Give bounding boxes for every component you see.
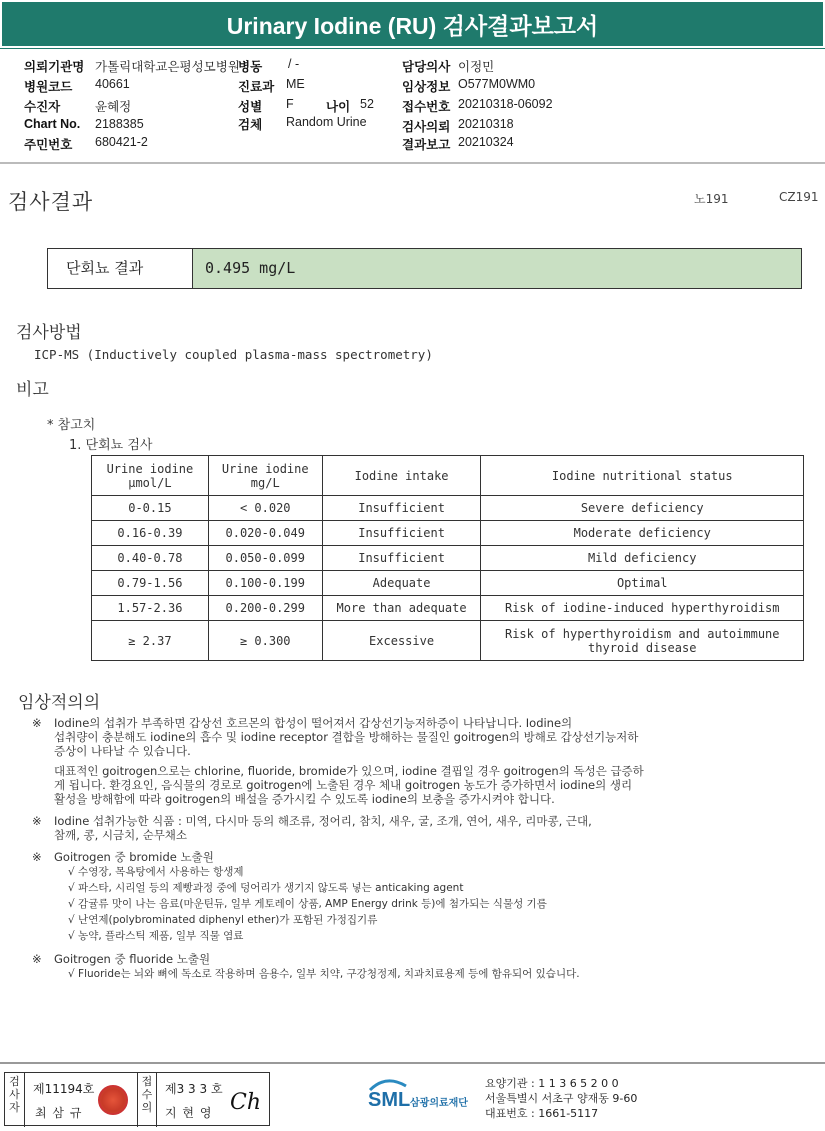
report-title: Urinary Iodine (RU) 검사결과보고서	[0, 0, 825, 48]
reference-title: * 참고치	[47, 418, 96, 433]
reference-subtitle: 1. 단회뇨 검사	[69, 438, 153, 453]
note-mark-icon: ※	[32, 814, 42, 828]
examiner-column-label	[5, 1073, 25, 1127]
cell: Severe deficiency	[481, 496, 804, 521]
list-item-text: 파스타, 시리얼 등의 제빵과정 중에 덩어리가 생기지 않도록 넣는 anticaking agent	[78, 882, 464, 894]
info-value-accession-no: 20210318-06092	[458, 97, 553, 111]
remarks-title: 비고	[16, 380, 49, 400]
table-row	[92, 521, 804, 546]
check-icon: √	[68, 930, 75, 942]
result-code-2: CZ191	[779, 190, 819, 204]
header-umol: Urine iodine μmol/L	[92, 456, 209, 496]
info-label-chart-no: Chart No.	[24, 117, 81, 131]
note-mark-icon: ※	[32, 952, 42, 966]
list-item-text: 감귤류 맛이 나는 음료(마운틴듀, 일부 게토레이 상품, AMP Energy drink 등)에 첨가되는 식물성 기름	[78, 898, 547, 910]
info-value-report-date: 20210324	[458, 135, 514, 149]
examiner-name: 최 삼 규	[35, 1106, 83, 1120]
fluoride-block	[32, 952, 812, 982]
info-value-hospital-code: 40661	[95, 77, 130, 91]
info-value-specimen: Random Urine	[286, 115, 367, 129]
examiner-label: 검 사 자	[9, 1075, 20, 1114]
result-code-1: 노191	[694, 192, 729, 206]
cell: ≥ 2.37	[92, 621, 209, 661]
sml-logo	[368, 1076, 478, 1120]
info-value-department: ME	[286, 77, 305, 91]
table-row	[92, 546, 804, 571]
list-item	[68, 864, 812, 880]
note-mark-icon: ※	[32, 716, 42, 730]
info-value-doctor: 이정민	[458, 60, 495, 74]
note-mark-icon: ※	[32, 850, 42, 864]
result-label: 단회뇨 결과	[48, 249, 193, 288]
cell: Insufficient	[322, 521, 481, 546]
info-value-ward: / -	[288, 57, 300, 71]
clinical-title: 임상적의의	[18, 693, 101, 713]
info-label-resident-no: 주민번호	[24, 138, 73, 152]
receiver-label: 접 수 의	[141, 1075, 153, 1114]
table-row	[92, 571, 804, 596]
check-icon: √	[68, 898, 75, 910]
list-item	[68, 928, 812, 944]
info-label-doctor: 담당의사	[402, 60, 451, 74]
info-value-clinical-info: O577M0WM0	[458, 77, 536, 91]
cell: More than adequate	[322, 596, 481, 621]
cell: 0.79-1.56	[92, 571, 209, 596]
cell: 0.100-0.199	[208, 571, 322, 596]
cell: Optimal	[481, 571, 804, 596]
check-icon: √	[68, 914, 75, 926]
cell: Insufficient	[322, 496, 481, 521]
cell: Risk of iodine-induced hyperthyroidism	[481, 596, 804, 621]
reference-table	[91, 455, 804, 661]
org-info	[485, 1076, 637, 1121]
cell: 0.050-0.099	[208, 546, 322, 571]
list-item-text: 농약, 플라스틱 제품, 일부 직물 염료	[78, 930, 244, 942]
cell: 0.40-0.78	[92, 546, 209, 571]
signature-text: Ch	[230, 1090, 262, 1115]
list-item-text: 난연제(polybrominated diphenyl ether)가 포함된 가정집기류	[78, 914, 378, 926]
cell: 0.200-0.299	[208, 596, 322, 621]
info-value-resident-no: 680421-2	[95, 135, 148, 149]
receiver-name: 지 현 영	[165, 1106, 213, 1120]
list-item-text: 수영장, 목욕탕에서 사용하는 항생제	[78, 866, 244, 878]
reference-table-header	[92, 456, 804, 496]
receiver-column-label	[137, 1073, 157, 1127]
signature-box	[4, 1072, 270, 1126]
info-value-age: 52	[360, 97, 374, 111]
info-value-request-date: 20210318	[458, 117, 514, 131]
sml-logo-icon	[368, 1076, 478, 1116]
cell: 1.57-2.36	[92, 596, 209, 621]
table-row	[92, 596, 804, 621]
cell: < 0.020	[208, 496, 322, 521]
info-label-hospital-code: 병원코드	[24, 80, 73, 94]
info-label-clinical-info: 임상정보	[402, 80, 451, 94]
clinical-paragraph-2	[32, 814, 812, 842]
list-item	[68, 880, 812, 896]
cell: Mild deficiency	[481, 546, 804, 571]
cell: 0-0.15	[92, 496, 209, 521]
org-line: 요양기관 : 1 1 3 6 5 2 0 0	[485, 1077, 619, 1090]
logo-text: SML	[368, 1089, 411, 1111]
info-value-chart-no: 2188385	[95, 117, 144, 131]
bromide-list	[54, 864, 812, 944]
bromide-title: Goitrogen 중 bromide 노출원	[54, 850, 214, 864]
header-mgl: Urine iodine mg/L	[208, 456, 322, 496]
info-value-patient: 윤혜정	[95, 100, 132, 114]
list-item	[68, 966, 812, 982]
seal-icon	[98, 1085, 128, 1115]
info-label-department: 진료과	[238, 80, 275, 94]
info-value-sex: F	[286, 97, 294, 111]
info-label-age: 나이	[326, 100, 351, 114]
table-row	[92, 621, 804, 661]
cell: 0.16-0.39	[92, 521, 209, 546]
cell: 0.020-0.049	[208, 521, 322, 546]
result-section-title: 검사결과	[8, 190, 94, 214]
cell: Risk of hyperthyroidism and autoimmune thyroid disease	[481, 621, 804, 661]
cell: Insufficient	[322, 546, 481, 571]
signature-icon	[227, 1083, 265, 1119]
info-value-institution: 가톨릭대학교은평성모병원	[95, 60, 240, 74]
clinical-text-3: Iodine 섭취가능한 식품 : 미역, 다시마 등의 해조류, 정어리, 참치, 새우, 굴, 조개, 연어, 새우, 리마콩, 근대, 참깨, 콩, 시금치, 순무채소	[54, 814, 592, 842]
bromide-block	[32, 850, 812, 944]
result-value: 0.495 mg/L	[193, 249, 801, 288]
cell: ≥ 0.300	[208, 621, 322, 661]
info-label-request-date: 검사의뢰	[402, 120, 451, 134]
clinical-section	[32, 716, 812, 990]
method-text: ICP-MS (Inductively coupled plasma-mass spectrometry)	[34, 347, 433, 362]
header-status: Iodine nutritional status	[481, 456, 804, 496]
info-label-patient: 수진자	[24, 100, 61, 114]
examiner-license: 제11194호	[33, 1082, 95, 1096]
method-title: 검사방법	[16, 323, 82, 343]
check-icon: √	[68, 866, 75, 878]
cell: Moderate deficiency	[481, 521, 804, 546]
receiver-license: 제3 3 3 호	[165, 1082, 223, 1096]
list-item	[68, 896, 812, 912]
info-label-accession-no: 접수번호	[402, 100, 451, 114]
footer	[0, 1062, 825, 1131]
info-label-report-date: 결과보고	[402, 138, 451, 152]
table-row	[92, 496, 804, 521]
clinical-text-2: 대표적인 goitrogen으로는 chlorine, fluoride, bromide가 있으며, iodine 결핍일 경우 goitrogen의 독성은 급증하 게 됩니다. 환경요인, 음식물의 경로로 goitrogen에 노출된 경우 체내 goitrogen 농도가 증가하면서 iodine의 생리 활성을 방해함에 따라 goitrogen의 배설을 증가시킬 수 있도록 iodine의 보충을 증가시켜야 합니다.	[54, 764, 644, 806]
info-label-specimen: 검체	[238, 118, 263, 132]
org-line: 대표번호 : 1661-5117	[485, 1107, 599, 1120]
list-item-text: Fluoride는 뇌와 뼈에 독소로 작용하며 음용수, 일부 치약, 구강청정제, 치과치료용제 등에 함유되어 있습니다.	[78, 968, 580, 980]
clinical-paragraph-1	[32, 716, 812, 806]
fluoride-title: Goitrogen 중 fluoride 노출원	[54, 952, 211, 966]
info-label-sex: 성별	[238, 100, 263, 114]
header-intake: Iodine intake	[322, 456, 481, 496]
info-label-ward: 병동	[238, 60, 263, 74]
info-label-institution: 의뢰기관명	[24, 60, 85, 74]
check-icon: √	[68, 968, 75, 980]
logo-org: 삼광의료재단	[410, 1098, 468, 1109]
cell: Excessive	[322, 621, 481, 661]
cell: Adequate	[322, 571, 481, 596]
result-box	[47, 248, 802, 289]
fluoride-list	[54, 966, 812, 982]
patient-info-panel	[0, 52, 825, 164]
org-line: 서울특별시 서초구 양재동 9-60	[485, 1092, 638, 1105]
clinical-text-1: Iodine의 섭취가 부족하면 갑상선 호르몬의 합성이 떨어져서 갑상선기능저하증이 나타납니다. Iodine의 섭취량이 충분해도 iodine의 흡수 및 iodine receptor 결합을 방해하는 물질인 goitrogen의 방해로 갑상선기능저하 증상이 나타날 수 있습니다.	[54, 716, 639, 758]
check-icon: √	[68, 882, 75, 894]
list-item	[68, 912, 812, 928]
